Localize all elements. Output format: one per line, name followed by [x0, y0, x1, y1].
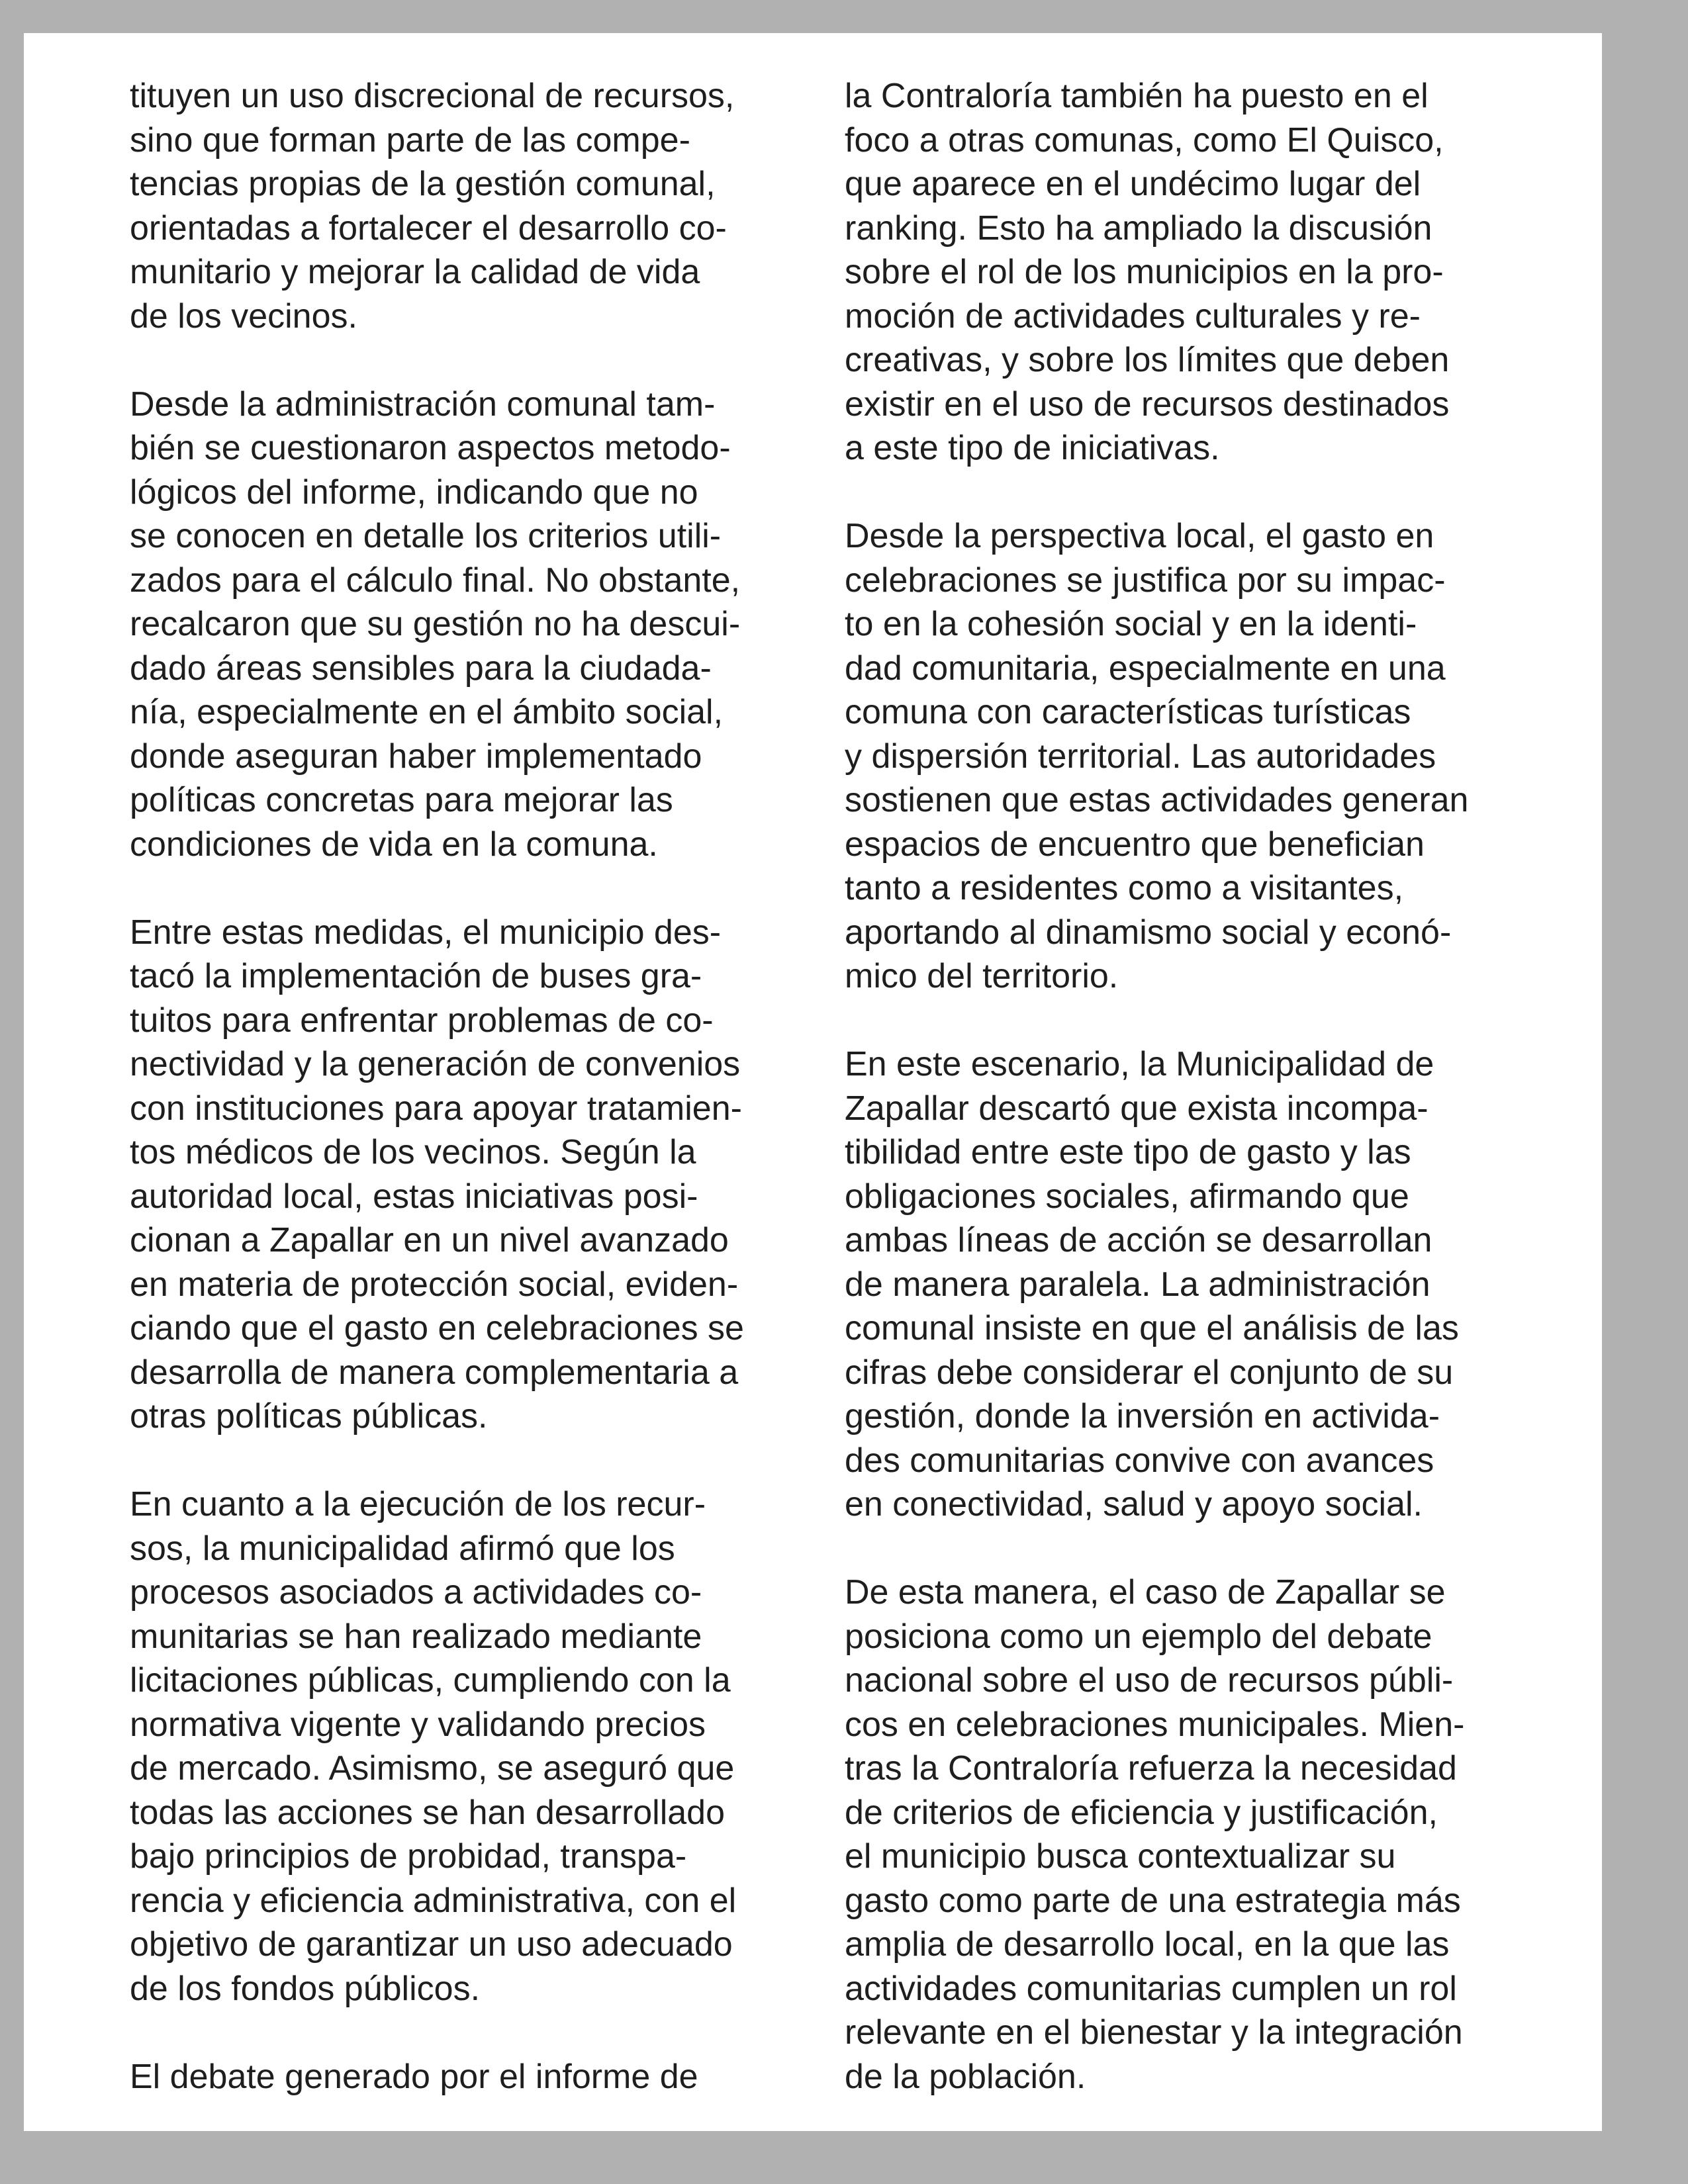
text-line: De esta manera, el caso de Zapallar se [845, 1573, 1446, 1612]
text-line: zados para el cálculo final. No obstante, [130, 561, 741, 600]
text-line: a este tipo de iniciativas. [845, 429, 1220, 467]
left-column-paragraph [130, 1482, 818, 2011]
text-line: nía, especialmente en el ámbito social, [130, 693, 724, 731]
text-line: objetivo de garantizar un uso adecuado [130, 1925, 733, 1964]
left-column [130, 74, 818, 2099]
text-line: gestión, donde la inversión en activida- [845, 1397, 1440, 1435]
text-line: dado áreas sensibles para la ciudada- [130, 649, 712, 688]
text-line: tras la Contraloría refuerza la necesidad [845, 1749, 1457, 1788]
text-line: nectividad y la generación de convenios [130, 1045, 741, 1083]
text-line: otras políticas públicas. [130, 1397, 488, 1435]
text-line: tibilidad entre este tipo de gasto y las [845, 1133, 1411, 1171]
text-line: munitario y mejorar la calidad de vida [130, 253, 700, 291]
text-line: tuitos para enfrentar problemas de co- [130, 1001, 714, 1040]
text-line: sostienen que estas actividades generan [845, 781, 1469, 819]
text-line: normativa vigente y validando precios [130, 1705, 706, 1744]
text-line: ciando que el gasto en celebraciones se [130, 1309, 744, 1347]
text-line: tanto a residentes como a visitantes, [845, 869, 1404, 907]
text-line: sos, la municipalidad afirmó que los [130, 1529, 675, 1568]
text-line: ranking. Esto ha ampliado la discusión [845, 208, 1432, 248]
left-column-paragraph [130, 74, 818, 338]
text-line: cionan a Zapallar en un nivel avanzado [130, 1221, 729, 1259]
text-line: Entre estas medidas, el municipio des- [130, 913, 722, 952]
left-column-paragraph [130, 383, 818, 867]
text-line: En cuanto a la ejecución de los recur- [130, 1485, 706, 1524]
text-line: donde aseguran haber implementado [130, 737, 702, 776]
text-line: la Contraloría también ha puesto en el [845, 77, 1429, 115]
text-line: actividades comunitarias cumplen un rol [845, 1969, 1457, 2008]
right-column-paragraph [845, 1042, 1579, 1527]
text-line: tencias propias de la gestión comunal, [130, 165, 716, 203]
text-line: desarrolla de manera complementaria a [130, 1353, 739, 1392]
text-line: políticas concretas para mejorar las [130, 781, 673, 819]
text-line: y dispersión territorial. Las autoridades [845, 737, 1436, 776]
text-line: ambas líneas de acción se desarrollan [845, 1221, 1432, 1259]
text-line: bajo principios de probidad, transpa- [130, 1837, 687, 1876]
text-line: procesos asociados a actividades co- [130, 1573, 702, 1612]
text-line: des comunitarias convive con avances [845, 1441, 1434, 1480]
text-line: aportando al dinamismo social y econó- [845, 913, 1452, 952]
text-line: creativas, y sobre los límites que deben [845, 341, 1450, 379]
left-column-paragraph [130, 2055, 818, 2099]
left-column-paragraph [130, 911, 818, 1439]
text-line: Zapallar descartó que exista incompa- [845, 1089, 1429, 1128]
text-line: de mercado. Asimismo, se aseguró que [130, 1749, 735, 1788]
text-line: de manera paralela. La administración [845, 1265, 1430, 1304]
text-line: tos médicos de los vecinos. Según la [130, 1133, 696, 1171]
text-line: orientadas a fortalecer el desarrollo co- [130, 208, 727, 248]
text-line: en conectividad, salud y apoyo social. [845, 1485, 1423, 1524]
text-line: dad comunitaria, especialmente en una [845, 649, 1446, 688]
text-line: cifras debe considerar el conjunto de su [845, 1353, 1454, 1392]
text-line: bién se cuestionaron aspectos metodo- [130, 429, 731, 467]
text-line: comunal insiste en que el análisis de las [845, 1309, 1459, 1347]
text-line: de la población. [845, 2057, 1086, 2096]
text-line: licitaciones públicas, cumpliendo con la [130, 1661, 731, 1700]
text-line: de los fondos públicos. [130, 1969, 481, 2008]
text-line: posiciona como un ejemplo del debate [845, 1617, 1432, 1656]
text-line: El debate generado por el informe de [130, 2057, 698, 2096]
text-line: mico del territorio. [845, 957, 1119, 995]
right-column [845, 74, 1579, 2099]
text-line: en materia de protección social, eviden- [130, 1265, 739, 1304]
text-line: tituyen un uso discrecional de recursos, [130, 77, 735, 115]
text-line: se conocen en detalle los criterios utili- [130, 517, 722, 555]
text-line: condiciones de vida en la comuna. [130, 825, 658, 864]
text-line: recalcaron que su gestión no ha descui- [130, 605, 741, 643]
text-line: obligaciones sociales, afirmando que [845, 1177, 1409, 1216]
page-sheet [24, 33, 1602, 2131]
text-line: lógicos del informe, indicando que no [130, 473, 698, 512]
text-line: espacios de encuentro que benefician [845, 825, 1425, 864]
text-line: que aparece en el undécimo lugar del [845, 165, 1421, 203]
text-line: celebraciones se justifica por su impac- [845, 561, 1446, 600]
text-line: todas las acciones se han desarrollado [130, 1793, 726, 1832]
text-line: to en la cohesión social y en la identi- [845, 605, 1417, 643]
text-line: Desde la perspectiva local, el gasto en [845, 517, 1434, 555]
text-line: Desde la administración comunal tam- [130, 385, 716, 424]
text-line: relevante en el bienestar y la integración [845, 2013, 1463, 2052]
text-line: cos en celebraciones municipales. Mien- [845, 1705, 1465, 1744]
text-line: sino que forman parte de las compe- [130, 120, 690, 159]
text-line: tacó la implementación de buses gra- [130, 957, 702, 995]
right-column-paragraph [845, 514, 1579, 999]
text-line: de criterios de eficiencia y justificación, [845, 1793, 1438, 1832]
text-line: nacional sobre el uso de recursos públi- [845, 1661, 1454, 1700]
text-line: gasto como parte de una estrategia más [845, 1881, 1461, 1920]
right-column-paragraph [845, 74, 1579, 471]
text-line: En este escenario, la Municipalidad de [845, 1045, 1434, 1083]
text-line: comuna con características turísticas [845, 693, 1411, 731]
text-line: el municipio busca contextualizar su [845, 1837, 1396, 1876]
text-line: foco a otras comunas, como El Quisco, [845, 120, 1444, 159]
text-line: moción de actividades culturales y re- [845, 296, 1421, 336]
text-line: amplia de desarrollo local, en la que las [845, 1925, 1450, 1964]
text-line: sobre el rol de los municipios en la pro- [845, 253, 1444, 291]
text-line: con instituciones para apoyar tratamien- [130, 1089, 742, 1128]
text-line: munitarias se han realizado mediante [130, 1617, 702, 1656]
text-line: rencia y eficiencia administrativa, con el [130, 1881, 737, 1920]
text-line: de los vecinos. [130, 296, 357, 336]
text-line: autoridad local, estas iniciativas posi- [130, 1177, 698, 1216]
right-column-paragraph [845, 1570, 1579, 2099]
text-line: existir en el uso de recursos destinados [845, 385, 1450, 424]
